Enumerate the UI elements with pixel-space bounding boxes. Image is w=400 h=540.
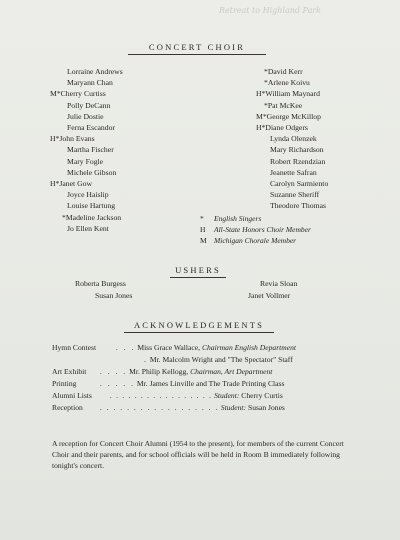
ack-row bbox=[52, 403, 352, 412]
ack-text: Susan Jones bbox=[246, 403, 285, 412]
ushers-heading bbox=[170, 265, 226, 278]
choir-member: Julie Dostie bbox=[67, 111, 104, 121]
ushers-title: USHERS bbox=[175, 265, 221, 275]
legend-mark: * bbox=[200, 214, 204, 223]
choir-member: Ferna Escandor bbox=[67, 123, 116, 133]
choir-member: Louise Hartung bbox=[67, 201, 116, 211]
choir-member: Robert Rzendzian bbox=[270, 156, 326, 166]
choir-member: H*Diane Odgers bbox=[256, 123, 308, 133]
reception-note: A reception for Concert Choir Alumni (1954 to the present), for members of the current Concert Choir and their parents, and for school officials will be held in Room B immediately following tonight's concert. bbox=[52, 439, 344, 471]
legend-text: All-State Honors Choir Member bbox=[214, 224, 311, 234]
ack-label: Hymn Contest bbox=[52, 343, 97, 352]
legend-item bbox=[200, 214, 311, 225]
choir-member: Carolyn Sarmiento bbox=[270, 179, 329, 189]
usher-name: Revia Sloan bbox=[260, 279, 298, 288]
choir-member: M*George McKillop bbox=[256, 111, 321, 121]
choir-member: *Pat McKee bbox=[264, 100, 303, 110]
ack-leader: . . . bbox=[115, 343, 136, 352]
choir-right-column bbox=[256, 66, 328, 212]
ack-row bbox=[52, 367, 352, 376]
ack-label: Art Exhibit bbox=[52, 367, 87, 376]
ack-leader: . . . . . . . . . . . . . . . . . bbox=[109, 391, 213, 400]
concert-choir-title: CONCERT CHOIR bbox=[148, 42, 246, 52]
usher-name: Janet Vollmer bbox=[248, 291, 291, 300]
choir-member: *David Kerr bbox=[264, 67, 303, 76]
usher-name: Roberta Burgess bbox=[75, 279, 126, 288]
ack-text: Mr. Malcolm Wright and "The Spectator" Staff bbox=[149, 355, 293, 364]
ack-text: Mr. Philip Kellogg, bbox=[129, 367, 191, 376]
acknowledgements-title: ACKNOWLEDGEMENTS bbox=[133, 320, 265, 330]
choir-member: Mary Fogle bbox=[67, 156, 104, 166]
concert-choir-heading bbox=[128, 42, 266, 55]
ack-leader: . . . . bbox=[99, 367, 128, 376]
choir-member: M*Cherry Curtiss bbox=[50, 89, 106, 99]
heading-rule bbox=[170, 277, 226, 278]
choir-member: Michele Gibson bbox=[67, 167, 117, 177]
heading-rule bbox=[124, 332, 274, 333]
acknowledgements-heading bbox=[124, 320, 274, 333]
ack-italic: Chairman English Department bbox=[201, 343, 297, 352]
ack-row bbox=[144, 355, 400, 364]
ack-text: Mr. James Linville and The Trade Printing Class bbox=[136, 379, 285, 388]
choir-member: *Madeline Jackson bbox=[62, 212, 122, 222]
ack-row bbox=[52, 343, 352, 352]
ack-text: Miss Grace Wallace, bbox=[137, 343, 202, 352]
ack-row bbox=[52, 391, 352, 400]
choir-member: *Arlene Koivu bbox=[264, 78, 310, 88]
choir-member: Suzanne Sheriff bbox=[270, 190, 320, 200]
choir-member: Polly DeCann bbox=[67, 100, 111, 110]
choir-member: H*Janet Gow bbox=[50, 179, 93, 189]
choir-member: H*William Maynard bbox=[256, 89, 320, 99]
choir-member: Joyce Haislip bbox=[67, 190, 109, 200]
choir-member: Mary Richardson bbox=[270, 145, 324, 155]
choir-member: Lynda Olenzek bbox=[270, 134, 317, 144]
ack-label: Alumni Lists bbox=[52, 391, 92, 400]
choir-legend bbox=[200, 214, 311, 246]
choir-member: Jeanette Safran bbox=[270, 167, 317, 177]
ack-row bbox=[52, 379, 352, 388]
legend-text: English Singers bbox=[214, 214, 262, 223]
choir-member: Jo Ellen Kent bbox=[67, 223, 109, 233]
legend-text: Michigan Chorale Member bbox=[214, 235, 297, 245]
ack-italic: Chairman, Art Department bbox=[190, 367, 273, 376]
ack-italic: Student: bbox=[214, 391, 240, 400]
ack-label: Reception bbox=[52, 403, 83, 412]
choir-member: Maryann Chan bbox=[67, 78, 113, 88]
choir-member: Lorraine Andrews bbox=[67, 67, 123, 76]
legend-item bbox=[200, 236, 311, 247]
legend-mark: M bbox=[200, 235, 207, 245]
legend-mark: H bbox=[200, 224, 206, 234]
ack-leader: . . . . . bbox=[99, 379, 135, 388]
choir-member: Theodore Thomas bbox=[270, 201, 327, 211]
choir-member: H*John Evans bbox=[50, 134, 95, 144]
faint-header: Retreat to Highland Park bbox=[218, 6, 322, 15]
ack-leader: . . . . . . . . . . . . . . . . . . bbox=[99, 403, 219, 412]
ack-label: Printing bbox=[52, 379, 77, 388]
legend-item bbox=[200, 225, 311, 236]
heading-rule bbox=[128, 54, 266, 55]
ack-leader: . bbox=[144, 355, 148, 364]
choir-left-column bbox=[40, 66, 123, 234]
ack-italic: Student: bbox=[220, 403, 247, 412]
ack-text: Cherry Curtis bbox=[239, 391, 283, 400]
usher-name: Susan Jones bbox=[95, 291, 133, 300]
choir-member: Martha Fischer bbox=[67, 145, 114, 155]
